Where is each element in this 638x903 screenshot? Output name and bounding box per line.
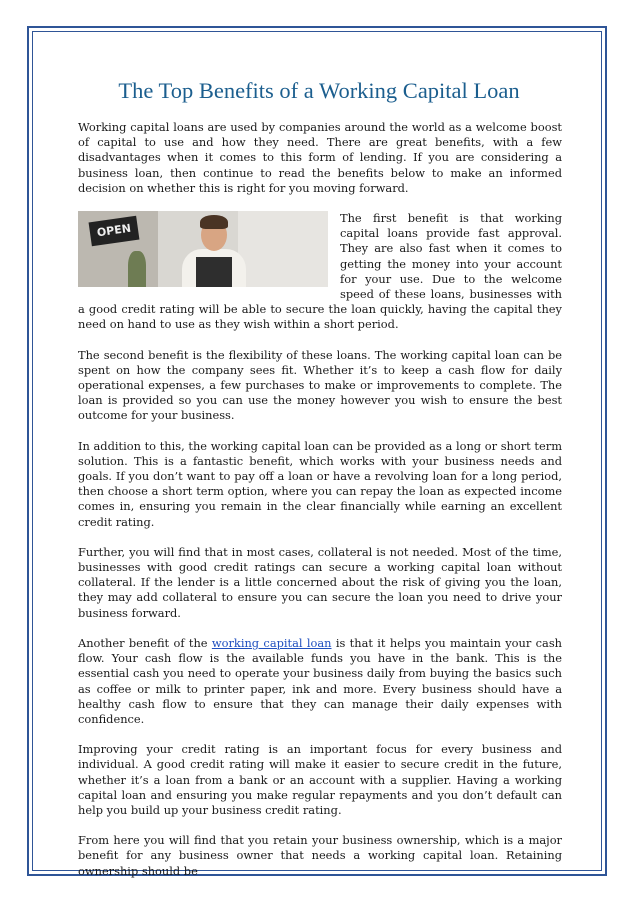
cash-flow-text-end: is that it helps you maintain your cash flow. Your cash flow is the available funds you have in the bank. This is the essential cash you need to operate your business daily from buying the basics such as coffee or milk to printer paper, ink and more. Every business should have a healthy cash flow to ensure that they can manage their daily expenses with confidence. (78, 635, 562, 726)
photo-wall (238, 211, 328, 287)
open-sign: OPEN (89, 216, 140, 246)
paragraph-collateral: Further, you will find that in most cases, collateral is not needed. Most of the time, businesses with good credit ratings can secure a working capital loan without collateral. If the lender is a little concerned about the risk of giving you the loan, they may add collateral to ensure you can secure the loan you need to drive your business forward. (78, 544, 562, 620)
cash-flow-text-start: Another benefit of the (78, 635, 212, 650)
chef-apron (196, 257, 232, 287)
paragraph-intro: Working capital loans are used by companies around the world as a welcome boost of capital to use and how they need. There are great benefits, with a few disadvantages when it comes to this form of lending. If you are considering a business loan, then continue to read the benefits below to make an informed decision on whether this is right for you moving forward. (78, 120, 562, 195)
paragraph-term-options: In addition to this, the working capital loan can be provided as a long or short term solution. This is a fantastic benefit, which works with your business needs and goals. If you don’t want to pay off a loan or have a revolving loan for a long period, then choose a short term option, where you can repay the loan as expected income comes in, ensuring you remain in the clear financially while earning an excellent credit rating. (78, 438, 562, 529)
article-body (78, 120, 562, 894)
page-title: The Top Benefits of a Working Capital Loan (118, 78, 520, 103)
paragraph-fast-approval: The first benefit is that working capital loans provide fast approval. They are also fast when it comes to getting the money into your account for your use. Due to the welcome speed of these loans, businesses with a good credit rating will be able to secure the loan quickly, having the capital they need on hand to use as they wish within a short period. (78, 211, 562, 332)
chef-photo (78, 211, 328, 287)
paragraph-ownership: From here you will find that you retain your business ownership, which is a major benefit for any business owner that needs a working capital loan. Retaining ownership should be (78, 833, 562, 878)
paragraph-flexibility: The second benefit is the flexibility of these loans. The working capital loan can be spent on how the company sees fit. Whether it’s to keep a cash flow for daily operational expenses, a few purchases to make or improvements to complete. The loan is provided so you can use the money however you wish to ensure the best outcome for your business. (78, 347, 562, 423)
paragraph-cash-flow (78, 636, 562, 727)
paragraph-credit-rating: Improving your credit rating is an important focus for every business and individual. A good credit rating will make it easier to secure credit in the future, whether it’s a loan from a bank or an account with a supplier. Having a working capital loan and ensuring you make regular repayments and you don’t default can help you build up your business credit rating. (78, 742, 562, 817)
chef-hair (200, 215, 228, 229)
working-capital-loan-link[interactable]: working capital loan (211, 635, 332, 650)
photo-plant (128, 251, 146, 287)
